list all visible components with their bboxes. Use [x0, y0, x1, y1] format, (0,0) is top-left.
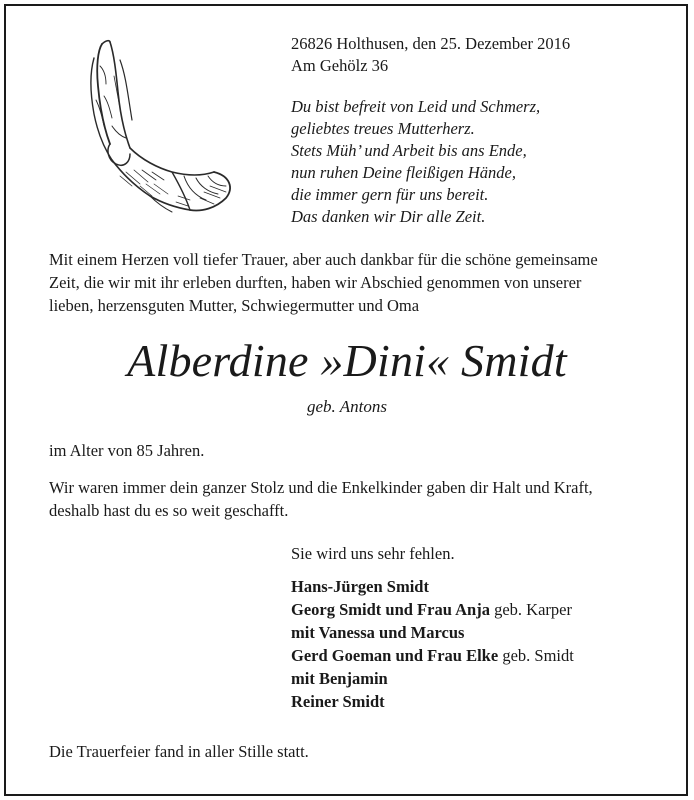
- family-member: Gerd Goeman und Frau Elke geb. Smidt: [291, 646, 574, 665]
- tribute-line: Wir waren immer dein ganzer Stolz und die Enkelkinder gaben dir Halt und Kraft,: [49, 478, 593, 497]
- poem-line: Stets Müh’ und Arbeit bis ans Ende,: [291, 141, 527, 160]
- family-member: Georg Smidt und Frau Anja geb. Karper: [291, 600, 572, 619]
- poem-line: Das danken wir Dir alle Zeit.: [291, 207, 486, 226]
- miss-line: Sie wird uns sehr fehlen.: [291, 544, 455, 563]
- intro-line: Zeit, die wir mit ihr erleben durften, haben wir Abschied genommen von unserer: [49, 273, 582, 292]
- place-date: 26826 Holthusen, den 25. Dezember 2016: [291, 34, 571, 53]
- intro-line: Mit einem Herzen voll tiefer Trauer, aber auch dankbar für die schöne gemeinsame: [49, 250, 598, 269]
- poem-line: geliebtes treues Mutterherz.: [291, 119, 475, 138]
- poem-line: nun ruhen Deine fleißigen Hände,: [291, 163, 516, 182]
- family-member: Reiner Smidt: [291, 692, 385, 711]
- family-member: mit Vanessa und Marcus: [291, 623, 465, 642]
- poem-line: Du bist befreit von Leid und Schmerz,: [291, 97, 541, 116]
- intro-line: lieben, herzensguten Mutter, Schwiegermutter und Oma: [49, 296, 420, 315]
- tribute-line: deshalb hast du es so weit geschafft.: [49, 501, 289, 520]
- age-line: im Alter von 85 Jahren.: [49, 441, 205, 460]
- address: Am Gehölz 36: [291, 56, 389, 75]
- deceased-name: Alberdine »Dini« Smidt: [127, 335, 567, 386]
- poem-line: die immer gern für uns bereit.: [291, 185, 489, 204]
- funeral-note: Die Trauerfeier fand in aller Stille statt.: [49, 742, 309, 761]
- family-member: Hans-Jürgen Smidt: [291, 577, 429, 596]
- praying-hands-icon: [80, 36, 240, 222]
- family-member: mit Benjamin: [291, 669, 388, 688]
- birth-name: geb. Antons: [307, 397, 387, 416]
